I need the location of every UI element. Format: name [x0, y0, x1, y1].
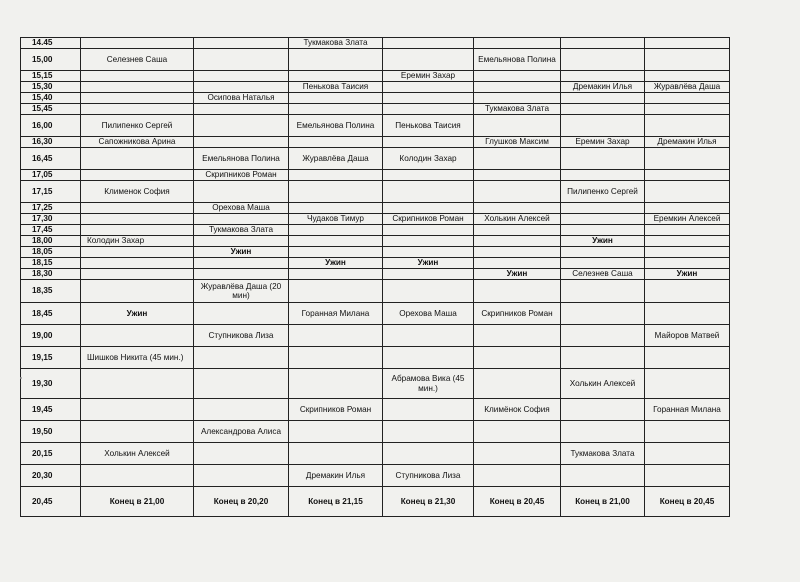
schedule-cell: [645, 93, 730, 104]
schedule-cell: [645, 236, 730, 247]
schedule-cell: [561, 280, 645, 303]
schedule-cell: [289, 236, 383, 247]
schedule-cell: Шишков Никита (45 мин.): [81, 347, 194, 369]
time-cell: 18,45: [21, 303, 81, 325]
schedule-cell: [81, 258, 194, 269]
table-row: [21, 225, 730, 236]
table-row: [21, 247, 730, 258]
schedule-cell: Ступникова Лиза: [194, 325, 289, 347]
schedule-cell: [474, 82, 561, 93]
schedule-cell: [474, 443, 561, 465]
schedule-cell: Журавлёва Даша: [645, 82, 730, 93]
time-cell: 19,15: [21, 347, 81, 369]
schedule-cell: [645, 443, 730, 465]
schedule-cell: [383, 325, 474, 347]
table-row: [21, 347, 730, 369]
schedule-cell: [194, 181, 289, 203]
schedule-cell: Колодин Захар: [81, 236, 194, 247]
schedule-cell: [561, 258, 645, 269]
schedule-cell: Еремин Захар: [561, 137, 645, 148]
schedule-cell: [645, 225, 730, 236]
schedule-cell: Конец в 21,00: [561, 487, 645, 517]
schedule-cell: Сапожникова Арина: [81, 137, 194, 148]
time-cell: 20,45: [21, 487, 81, 517]
schedule-cell: [289, 443, 383, 465]
schedule-cell: [645, 280, 730, 303]
schedule-cell: Пенькова Таисия: [289, 82, 383, 93]
schedule-cell: [561, 325, 645, 347]
schedule-cell: [645, 148, 730, 170]
schedule-cell: Холькин Алексей: [474, 214, 561, 225]
time-cell: 19,00: [21, 325, 81, 347]
time-cell: 19,50: [21, 421, 81, 443]
table-row: [21, 421, 730, 443]
schedule-cell: [383, 247, 474, 258]
schedule-cell: [474, 258, 561, 269]
schedule-cell: [194, 443, 289, 465]
schedule-cell: [645, 303, 730, 325]
schedule-cell: [561, 303, 645, 325]
schedule-cell: Емельянова Полина: [194, 148, 289, 170]
schedule-cell: [474, 38, 561, 49]
schedule-cell: [474, 203, 561, 214]
schedule-cell: [289, 247, 383, 258]
schedule-cell: [474, 236, 561, 247]
schedule-cell: [383, 443, 474, 465]
schedule-cell: Орехова Маша: [383, 303, 474, 325]
table-row: [21, 115, 730, 137]
schedule-cell: [645, 247, 730, 258]
schedule-cell: [194, 71, 289, 82]
schedule-cell: [383, 236, 474, 247]
schedule-cell: Осипова Наталья: [194, 93, 289, 104]
schedule-cell: [561, 93, 645, 104]
schedule-cell: Конец в 20,45: [474, 487, 561, 517]
schedule-cell: [194, 214, 289, 225]
time-cell: 15,40: [21, 93, 81, 104]
schedule-cell: [645, 38, 730, 49]
schedule-cell: Селезнев Саша: [561, 269, 645, 280]
schedule-cell: [383, 347, 474, 369]
schedule-cell: Чудаков Тимур: [289, 214, 383, 225]
table-row: [21, 49, 730, 71]
schedule-cell: [289, 369, 383, 399]
table-row: [21, 203, 730, 214]
schedule-cell: Глушков Максим: [474, 137, 561, 148]
schedule-cell: [194, 369, 289, 399]
schedule-cell: [561, 104, 645, 115]
schedule-cell: [289, 269, 383, 280]
schedule-cell: [645, 203, 730, 214]
table-row: [21, 325, 730, 347]
schedule-cell: [194, 303, 289, 325]
schedule-cell: Конец в 21,15: [289, 487, 383, 517]
schedule-cell: [81, 247, 194, 258]
schedule-cell: [81, 38, 194, 49]
schedule-cell: Холькин Алексей: [81, 443, 194, 465]
schedule-cell: [645, 49, 730, 71]
time-cell: 17,45: [21, 225, 81, 236]
schedule-cell: [561, 247, 645, 258]
schedule-cell: [645, 181, 730, 203]
schedule-cell: Тукмакова Злата: [474, 104, 561, 115]
schedule-cell: [194, 258, 289, 269]
table-row: [21, 369, 730, 399]
schedule-cell: [289, 170, 383, 181]
schedule-cell: Орехова Маша: [194, 203, 289, 214]
schedule-cell: [289, 280, 383, 303]
schedule-cell: [561, 170, 645, 181]
schedule-cell: [81, 465, 194, 487]
schedule-cell: [561, 49, 645, 71]
table-row: [21, 399, 730, 421]
schedule-cell: [474, 465, 561, 487]
time-cell: 20,15: [21, 443, 81, 465]
schedule-cell: Тукмакова Злата: [289, 38, 383, 49]
time-cell: 18,05: [21, 247, 81, 258]
schedule-cell: [81, 104, 194, 115]
schedule-cell: [194, 236, 289, 247]
schedule-cell: [81, 369, 194, 399]
time-cell: 16,30: [21, 137, 81, 148]
schedule-cell: [289, 93, 383, 104]
schedule-cell: [474, 325, 561, 347]
table-row: [21, 258, 730, 269]
time-cell: 18,15: [21, 258, 81, 269]
schedule-cell: Холькин Алексей: [561, 369, 645, 399]
schedule-cell: [194, 49, 289, 71]
schedule-cell: [289, 137, 383, 148]
table-row: [21, 137, 730, 148]
schedule-cell: [561, 71, 645, 82]
time-cell: 15,30: [21, 82, 81, 93]
schedule-cell: [561, 399, 645, 421]
time-cell: 15,45: [21, 104, 81, 115]
table-row: [21, 303, 730, 325]
time-cell: 17,25: [21, 203, 81, 214]
table-row: [21, 214, 730, 225]
schedule-cell: [645, 258, 730, 269]
schedule-cell: [81, 421, 194, 443]
table-row: [21, 181, 730, 203]
schedule-cell: Абрамова Вика (45 мин.): [383, 369, 474, 399]
schedule-cell: [289, 49, 383, 71]
schedule-cell: [474, 181, 561, 203]
time-cell: 18,35: [21, 280, 81, 303]
schedule-cell: [194, 82, 289, 93]
schedule-cell: [645, 104, 730, 115]
schedule-cell: [645, 71, 730, 82]
schedule-cell: Ступникова Лиза: [383, 465, 474, 487]
schedule-cell: [474, 71, 561, 82]
scan-speck: [20, 377, 22, 379]
schedule-cell: [474, 247, 561, 258]
schedule-cell: [474, 347, 561, 369]
schedule-cell: Дремакин Илья: [289, 465, 383, 487]
schedule-cell: [81, 325, 194, 347]
table-row: [21, 443, 730, 465]
schedule-cell: [81, 93, 194, 104]
time-cell: 16,45: [21, 148, 81, 170]
schedule-cell: [645, 115, 730, 137]
schedule-cell: [645, 465, 730, 487]
schedule-cell: [81, 399, 194, 421]
schedule-cell: [289, 347, 383, 369]
schedule-cell: Ужин: [561, 236, 645, 247]
schedule-cell: Климёнок София: [474, 399, 561, 421]
schedule-cell: [645, 369, 730, 399]
schedule-cell: [561, 347, 645, 369]
schedule-cell: Пилипенко Сергей: [81, 115, 194, 137]
schedule-cell: Ужин: [289, 258, 383, 269]
schedule-cell: [474, 148, 561, 170]
schedule-cell: [289, 421, 383, 443]
schedule-cell: [561, 225, 645, 236]
schedule-cell: [194, 115, 289, 137]
schedule-cell: [645, 170, 730, 181]
schedule-cell: Журавлёва Даша: [289, 148, 383, 170]
table-row: [21, 236, 730, 247]
schedule-cell: [194, 399, 289, 421]
time-cell: 18,30: [21, 269, 81, 280]
schedule-cell: [289, 104, 383, 115]
schedule-cell: [383, 203, 474, 214]
schedule-cell: [383, 137, 474, 148]
schedule-cell: [194, 137, 289, 148]
schedule-cell: [474, 280, 561, 303]
schedule-cell: Журавлёва Даша (20 мин): [194, 280, 289, 303]
schedule-cell: Селезнев Саша: [81, 49, 194, 71]
time-cell: 17,15: [21, 181, 81, 203]
table-row: [21, 465, 730, 487]
schedule-cell: [474, 421, 561, 443]
schedule-cell: Александрова Алиса: [194, 421, 289, 443]
schedule-cell: [194, 38, 289, 49]
table-row: [21, 82, 730, 93]
schedule-cell: Скрипников Роман: [289, 399, 383, 421]
schedule-cell: [383, 49, 474, 71]
schedule-cell: [561, 38, 645, 49]
schedule-cell: [383, 104, 474, 115]
time-cell: 20,30: [21, 465, 81, 487]
table-row: [21, 487, 730, 517]
schedule-cell: Еремин Захар: [383, 71, 474, 82]
time-cell: 15,00: [21, 49, 81, 71]
table-row: [21, 269, 730, 280]
schedule-cell: [561, 203, 645, 214]
schedule-cell: [645, 421, 730, 443]
table-row: [21, 170, 730, 181]
schedule-cell: [289, 225, 383, 236]
schedule-cell: [81, 148, 194, 170]
schedule-cell: [81, 269, 194, 280]
schedule-cell: [81, 225, 194, 236]
table-row: [21, 71, 730, 82]
table-row: [21, 38, 730, 49]
table-row: [21, 93, 730, 104]
schedule-cell: [289, 181, 383, 203]
time-cell: 17,05: [21, 170, 81, 181]
schedule-cell: [561, 214, 645, 225]
schedule-cell: Ужин: [383, 258, 474, 269]
schedule-cell: [194, 269, 289, 280]
schedule-cell: Горанная Милана: [645, 399, 730, 421]
schedule-cell: [383, 181, 474, 203]
schedule-cell: [474, 369, 561, 399]
time-cell: 19,45: [21, 399, 81, 421]
schedule-cell: [561, 148, 645, 170]
schedule-cell: Емельянова Полина: [474, 49, 561, 71]
schedule-cell: [561, 115, 645, 137]
schedule-cell: Клименок София: [81, 181, 194, 203]
schedule-cell: [383, 399, 474, 421]
schedule-cell: Тукмакова Злата: [194, 225, 289, 236]
schedule-cell: [81, 203, 194, 214]
schedule-cell: [81, 280, 194, 303]
schedule-cell: [383, 38, 474, 49]
schedule-cell: Дремакин Илья: [645, 137, 730, 148]
schedule-cell: Скрипников Роман: [194, 170, 289, 181]
time-cell: 14.45: [21, 38, 81, 49]
schedule-cell: [81, 82, 194, 93]
schedule-cell: Скрипников Роман: [474, 303, 561, 325]
schedule-cell: Майоров Матвей: [645, 325, 730, 347]
table-row: [21, 148, 730, 170]
schedule-cell: Пилипенко Сергей: [561, 181, 645, 203]
schedule-cell: [383, 421, 474, 443]
schedule-cell: Конец в 21,30: [383, 487, 474, 517]
time-cell: 18,00: [21, 236, 81, 247]
schedule-cell: Дремакин Илья: [561, 82, 645, 93]
time-cell: 16,00: [21, 115, 81, 137]
schedule-table: [20, 37, 730, 517]
schedule-cell: [474, 115, 561, 137]
schedule-cell: [383, 280, 474, 303]
table-row: [21, 280, 730, 303]
schedule-cell: Конец в 21,00: [81, 487, 194, 517]
schedule-cell: Еремкин Алексей: [645, 214, 730, 225]
schedule-cell: [645, 347, 730, 369]
schedule-cell: [474, 225, 561, 236]
schedule-cell: Ужин: [194, 247, 289, 258]
schedule-cell: [383, 93, 474, 104]
schedule-cell: Ужин: [474, 269, 561, 280]
schedule-cell: Ужин: [645, 269, 730, 280]
schedule-cell: [383, 225, 474, 236]
schedule-cell: Ужин: [81, 303, 194, 325]
time-cell: 15,15: [21, 71, 81, 82]
schedule-cell: Тукмакова Злата: [561, 443, 645, 465]
time-cell: 19,30: [21, 369, 81, 399]
schedule-cell: [289, 325, 383, 347]
schedule-cell: Колодин Захар: [383, 148, 474, 170]
schedule-cell: [474, 93, 561, 104]
schedule-cell: [194, 465, 289, 487]
schedule-cell: [81, 71, 194, 82]
schedule-cell: [383, 269, 474, 280]
table-row: [21, 104, 730, 115]
schedule-cell: Конец в 20,45: [645, 487, 730, 517]
schedule-cell: [289, 203, 383, 214]
schedule-cell: [561, 421, 645, 443]
schedule-cell: Емельянова Полина: [289, 115, 383, 137]
schedule-cell: [81, 214, 194, 225]
schedule-cell: [383, 82, 474, 93]
schedule-cell: [561, 465, 645, 487]
schedule-cell: [289, 71, 383, 82]
schedule-cell: Горанная Милана: [289, 303, 383, 325]
schedule-cell: Пенькова Таисия: [383, 115, 474, 137]
schedule-cell: [474, 170, 561, 181]
schedule-cell: [81, 170, 194, 181]
schedule-cell: Скрипников Роман: [383, 214, 474, 225]
schedule-cell: Конец в 20,20: [194, 487, 289, 517]
schedule-cell: [194, 347, 289, 369]
schedule-cell: [194, 104, 289, 115]
schedule-cell: [383, 170, 474, 181]
time-cell: 17,30: [21, 214, 81, 225]
